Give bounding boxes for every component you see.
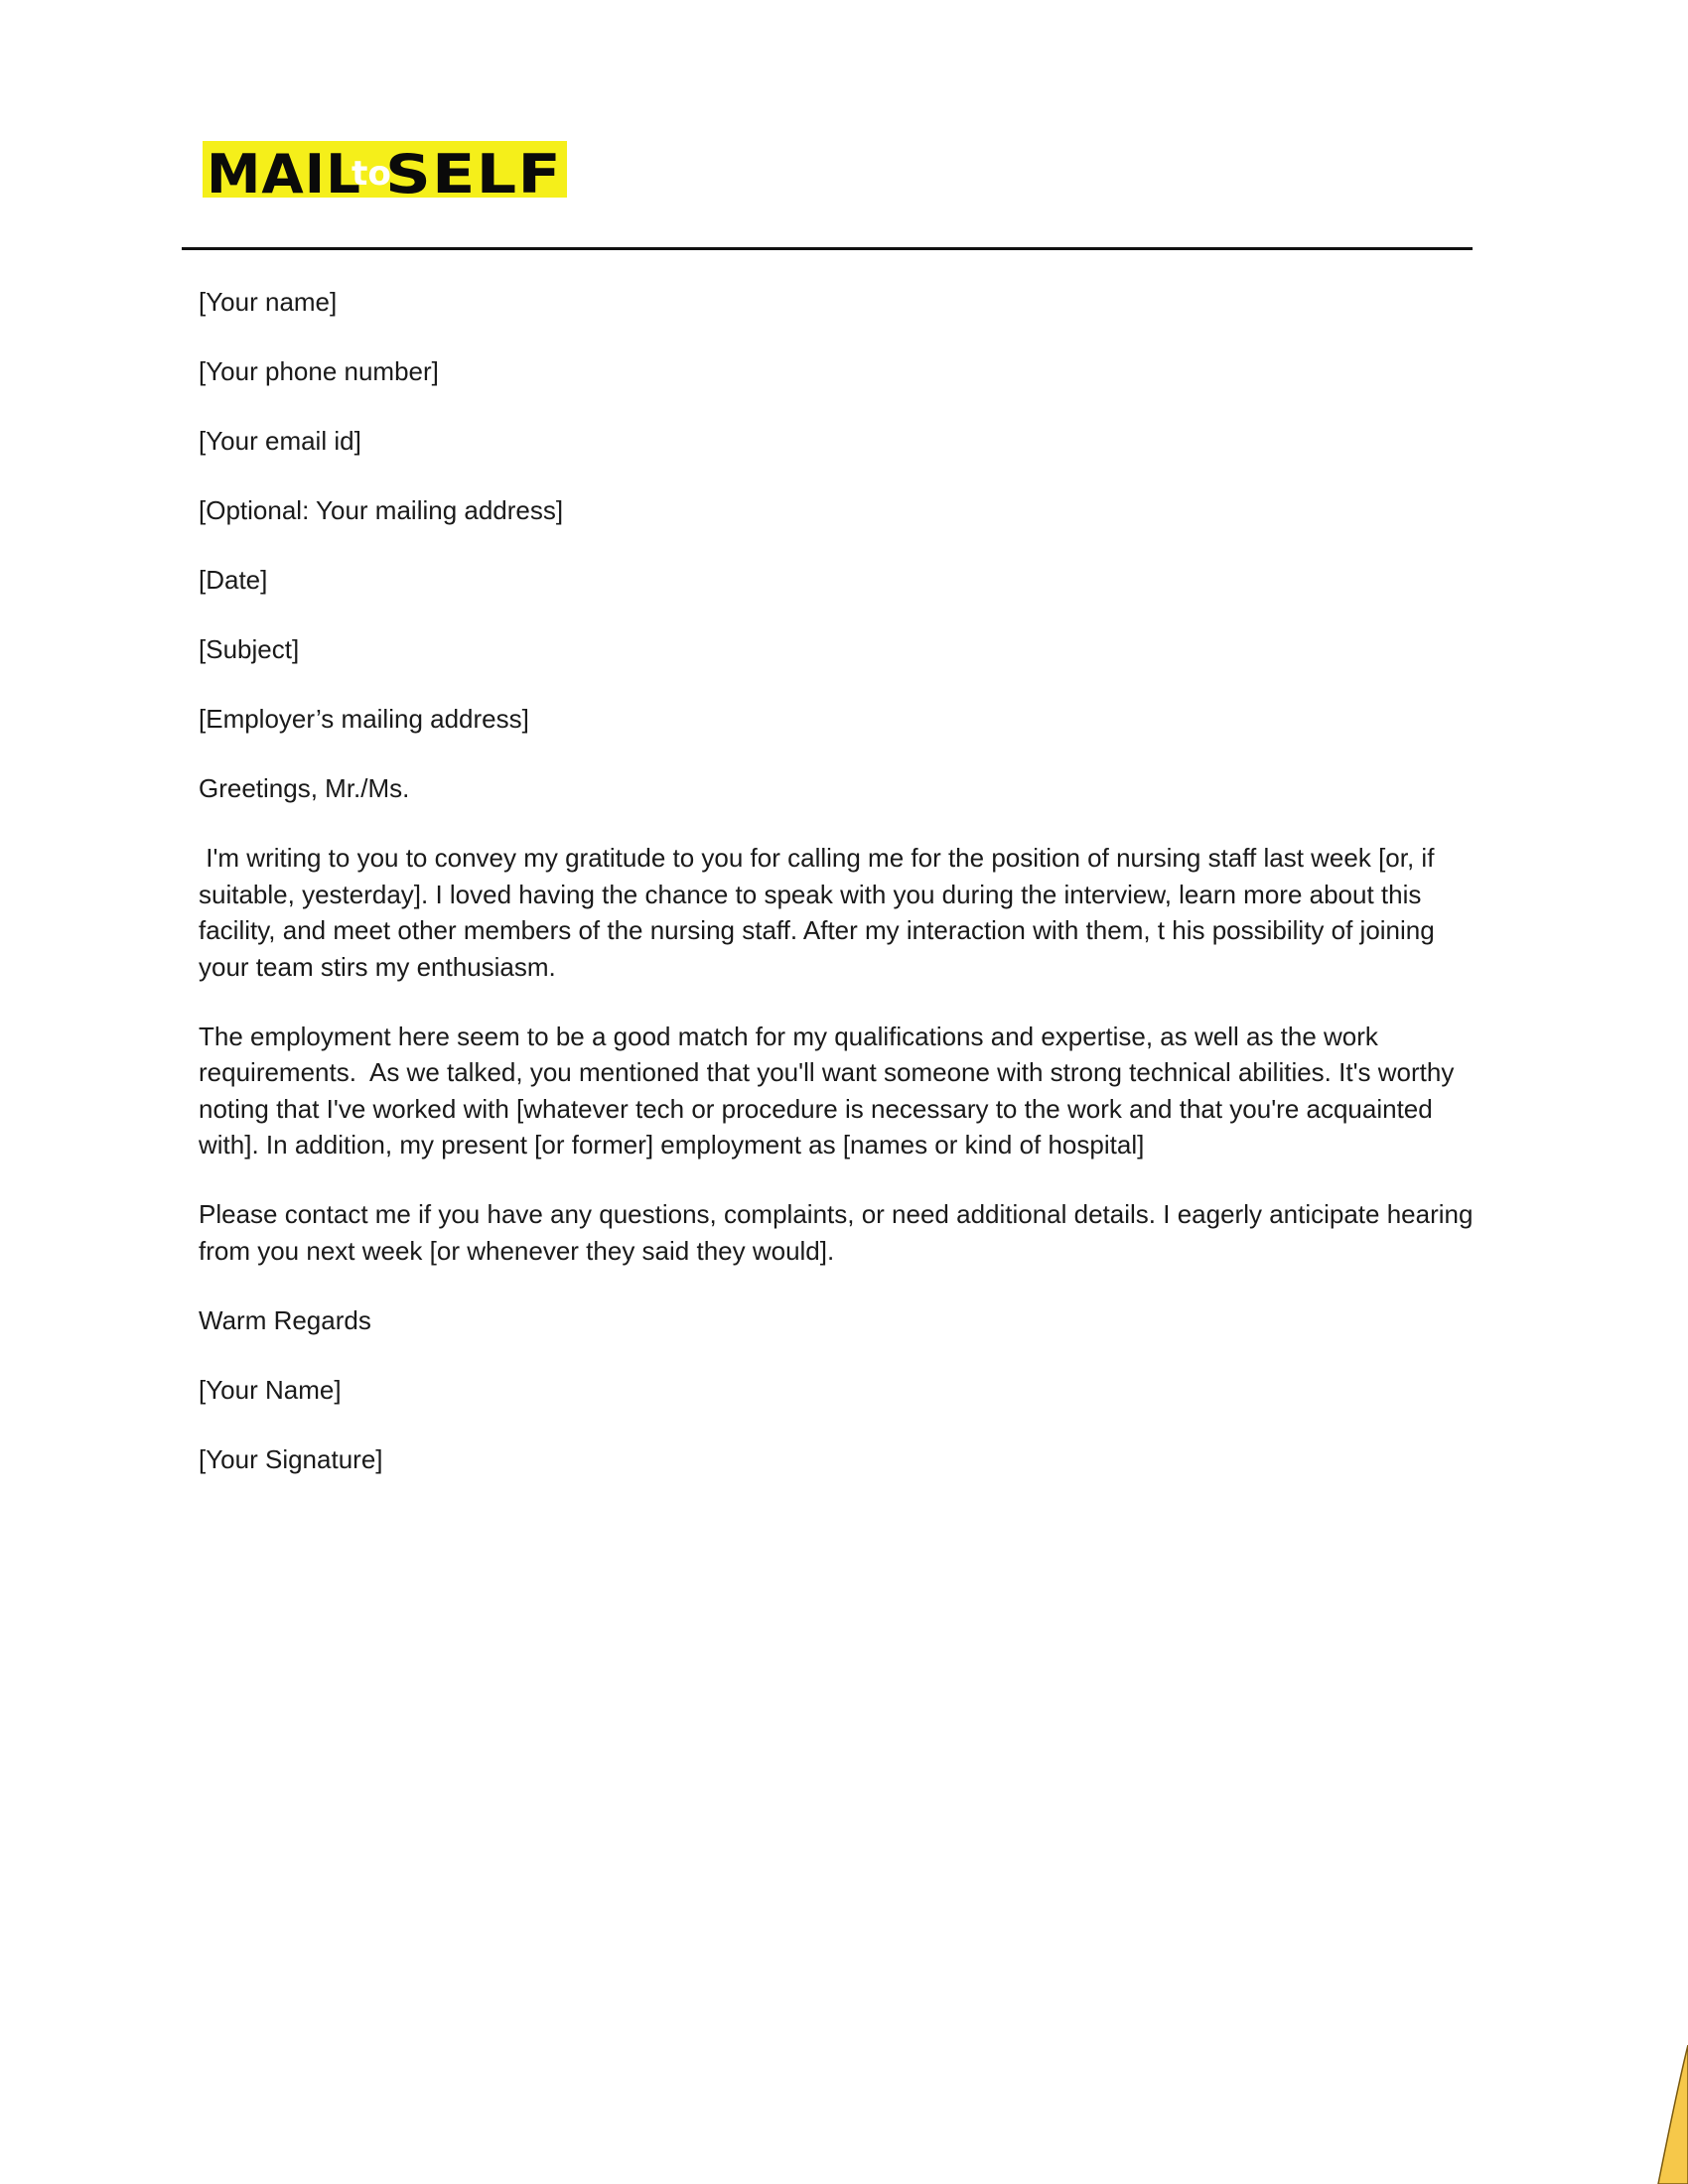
mail-to-self-logo (203, 141, 567, 198)
logo-wordmark (203, 141, 567, 198)
letter-date: [Date] (199, 565, 268, 595)
greeting: Greetings, Mr./Ms. (199, 773, 410, 803)
letter-subject: [Subject] (199, 634, 300, 664)
body-paragraph-2: The employment here seem to be a good match for my qualifications and expertise, as well as the work requirements. As we talked, you mentioned that you'll want someone with strong technical abilities. It's worthy noting that I've worked with [whatever tech or procedure is necessary to the work and that you're acquainted with]. In addition, my present [or former] employment as [names or kind of hospital] (199, 1021, 1462, 1160)
sender-mailing-address: [Optional: Your mailing address] (199, 495, 564, 525)
closing-name: [Your Name] (199, 1374, 342, 1405)
logo-text-to: to (352, 154, 391, 194)
signature-line: [Your Signature] (199, 1443, 383, 1474)
logo-text-mail: MAIL (207, 143, 361, 198)
header-divider (182, 247, 1473, 250)
body-paragraph-1: I'm writing to you to convey my gratitude to you for calling me for the position of nursing staff last week [or, if suitable, yesterday]. I loved having the chance to speak with you during the interview, learn more about this facility, and meet other members of the nursing staff. After my interaction with them, t his possibility of joining your team stirs my enthusiasm. (199, 843, 1442, 982)
body-paragraph-3: Please contact me if you have any questions, complaints, or need additional details. I eagerly anticipate hearing from you next week [or whenever they said they would]. (199, 1199, 1474, 1266)
closing: Warm Regards (199, 1304, 371, 1335)
letter-body (199, 284, 1479, 1511)
logo-text-self: SELF (385, 143, 562, 198)
sender-name: [Your name] (199, 287, 338, 317)
sender-phone: [Your phone number] (199, 356, 439, 386)
employer-address: [Employer’s mailing address] (199, 704, 529, 734)
corner-decoration (1648, 2045, 1688, 2184)
sender-email: [Your email id] (199, 426, 361, 456)
